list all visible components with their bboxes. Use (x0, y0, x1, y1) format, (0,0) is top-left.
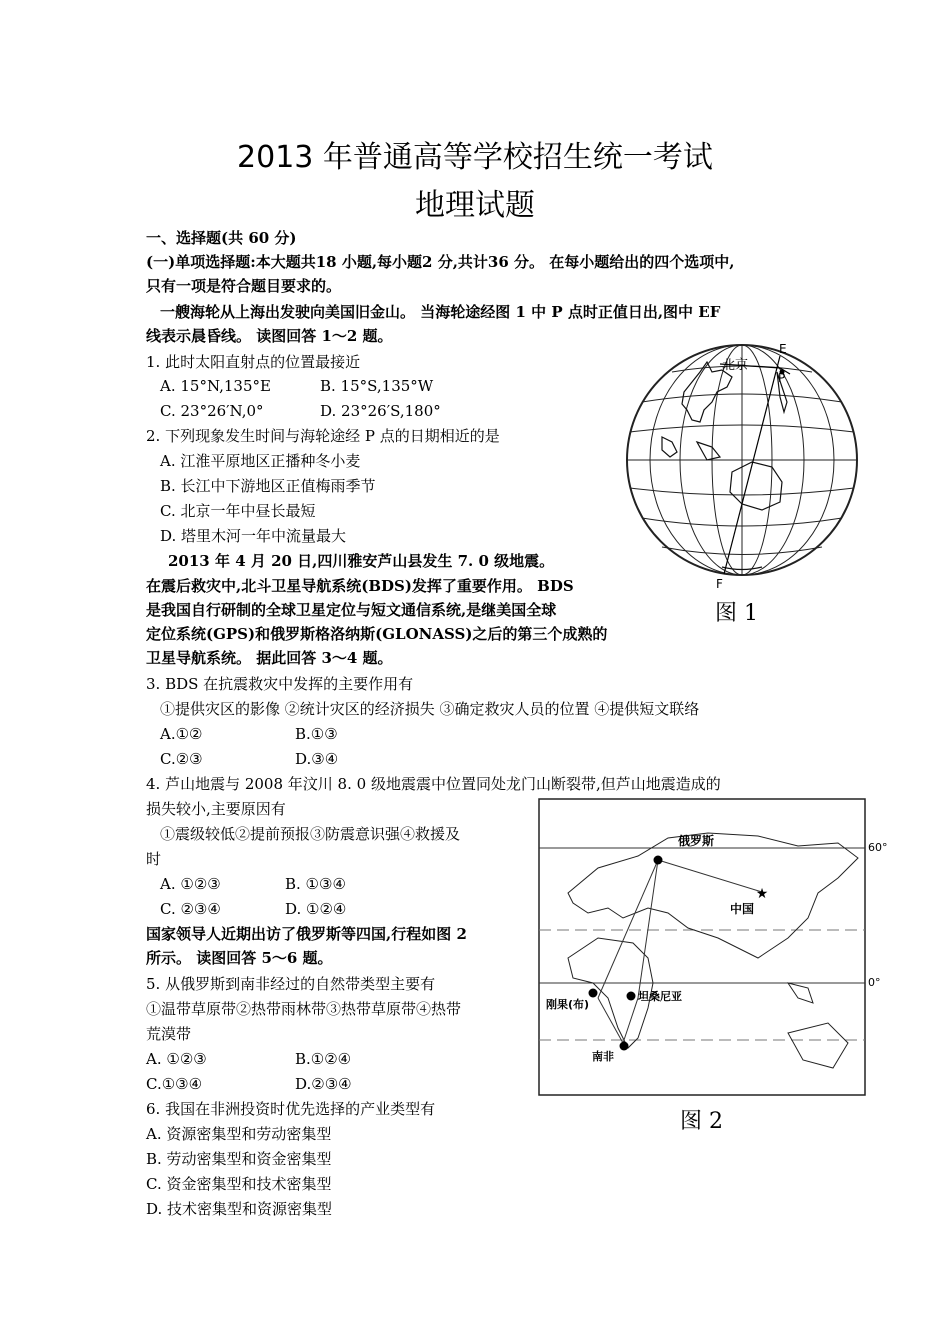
q2-option-c: C. 北京一年中昼长最短 (160, 502, 316, 520)
q6-option-c: C. 资金密集型和技术密集型 (146, 1175, 332, 1193)
q5-items-2: 荒漠带 (146, 1025, 192, 1043)
label-russia: 俄罗斯 (678, 834, 715, 848)
q2-option-a: A. 江淮平原地区正播种冬小麦 (160, 452, 361, 470)
q6-option-d: D. 技术密集型和资源密集型 (146, 1200, 333, 1218)
label-p: P (778, 371, 786, 385)
figure2-caption: 图 2 (680, 1109, 723, 1134)
south-africa-marker (620, 1042, 629, 1051)
q4-stem-1: 4. 芦山地震与 2008 年汶川 8. 0 级地震震中位置同处龙门山断裂带,但芦山地震造成的 (146, 775, 721, 793)
china-star-marker: ★ (755, 886, 769, 902)
page-title: 2013 年普通高等学校招生统一考试 (237, 140, 713, 175)
q1-option-c: C. 23°26′N,0° (160, 402, 264, 420)
section-heading: 一、选择题(共 60 分) (146, 229, 297, 247)
label-congo: 刚果(布) (546, 998, 590, 1011)
q4-items-1: ①震级较低②提前预报③防震意识强④救援及 (160, 825, 461, 843)
q1-stem: 1. 此时太阳直射点的位置最接近 (146, 353, 361, 371)
congo-marker (589, 989, 598, 998)
q4-option-c: C. ②③④ (160, 900, 221, 918)
passage2-line1: 2013 年 4 月 20 日,四川雅安芦山县发生 7. 0 级地震。 (168, 552, 555, 570)
q2-option-d: D. 塔里木河一年中流量最大 (160, 527, 347, 545)
passage3-line2: 所示。 读图回答 5～6 题。 (146, 949, 333, 967)
passage1-line2: 线表示晨昏线。 读图回答 1～2 题。 (146, 327, 393, 345)
passage3-line1: 国家领导人近期出访了俄罗斯等四国,行程如图 2 (146, 925, 467, 943)
q5-items-1: ①温带草原带②热带雨林带③热带草原带④热带 (146, 1000, 462, 1018)
passage2-line2: 在震后救灾中,北斗卫星导航系统(BDS)发挥了重要作用。 BDS (146, 577, 574, 595)
passage1-line1: 一艘海轮从上海出发驶向美国旧金山。 当海轮途经图 1 中 P 点时正值日出,图中 EF (160, 303, 721, 321)
q6-option-a: A. 资源密集型和劳动密集型 (146, 1125, 332, 1143)
q5-stem: 5. 从俄罗斯到南非经过的自然带类型主要有 (146, 975, 436, 993)
q2-option-b: B. 长江中下游地区正值梅雨季节 (160, 477, 376, 495)
section-intro-2: 只有一项是符合题目要求的。 (146, 277, 342, 295)
label-lat-60: 60° (868, 841, 888, 854)
label-china: 中国 (730, 902, 755, 916)
q6-stem: 6. 我国在非洲投资时优先选择的产业类型有 (146, 1100, 436, 1118)
q1-option-b: B. 15°S,135°W (320, 377, 434, 395)
q3-stem: 3. BDS 在抗震救灾中发挥的主要作用有 (146, 675, 414, 693)
q3-option-b: B.①③ (295, 725, 338, 743)
figure1-globe (612, 342, 874, 632)
q4-stem-2: 损失较小,主要原因有 (146, 800, 286, 818)
russia-marker (654, 856, 663, 865)
label-beijing: 北京 (722, 358, 749, 373)
section-intro-1: (一)单项选择题:本大题共18 小题,每小题2 分,共计36 分。 在每小题给出的四个选项中, (146, 253, 735, 271)
q1-option-a: A. 15°N,135°E (160, 377, 271, 395)
q6-option-b: B. 劳动密集型和资金密集型 (146, 1150, 332, 1168)
figure1-caption: 图 1 (715, 601, 758, 626)
page-subtitle: 地理试题 (415, 188, 535, 223)
label-tanzania: 坦桑尼亚 (638, 990, 682, 1003)
q5-option-a: A. ①②③ (146, 1050, 207, 1068)
q4-option-b: B. ①③④ (285, 875, 346, 893)
q4-items-2: 时 (146, 850, 162, 868)
q5-option-d: D.②③④ (295, 1075, 352, 1093)
label-south-africa: 南非 (592, 1050, 614, 1063)
q5-option-b: B.①②④ (295, 1050, 352, 1068)
passage2-line3: 是我国自行研制的全球卫星定位与短文通信系统,是继美国全球 (146, 601, 557, 619)
figure2-map (538, 798, 898, 1108)
passage2-line4: 定位系统(GPS)和俄罗斯格洛纳斯(GLONASS)之后的第三个成熟的 (146, 625, 608, 643)
q4-option-d: D. ①②④ (285, 900, 347, 918)
q3-option-c: C.②③ (160, 750, 203, 768)
q3-option-a: A.①② (160, 725, 203, 743)
tanzania-marker (627, 992, 636, 1001)
passage2-line5: 卫星导航系统。 据此回答 3～4 题。 (146, 649, 393, 667)
q1-option-d: D. 23°26′S,180° (320, 402, 441, 420)
label-lat-0: 0° (868, 976, 881, 989)
q2-stem: 2. 下列现象发生时间与海轮途经 P 点的日期相近的是 (146, 427, 500, 445)
label-f: F (716, 577, 723, 591)
q5-option-c: C.①③④ (146, 1075, 203, 1093)
label-e: E (779, 342, 787, 356)
q4-option-a: A. ①②③ (160, 875, 221, 893)
q3-option-d: D.③④ (295, 750, 339, 768)
q3-items: ①提供灾区的影像 ②统计灾区的经济损失 ③确定救灾人员的位置 ④提供短文联络 (160, 700, 700, 718)
